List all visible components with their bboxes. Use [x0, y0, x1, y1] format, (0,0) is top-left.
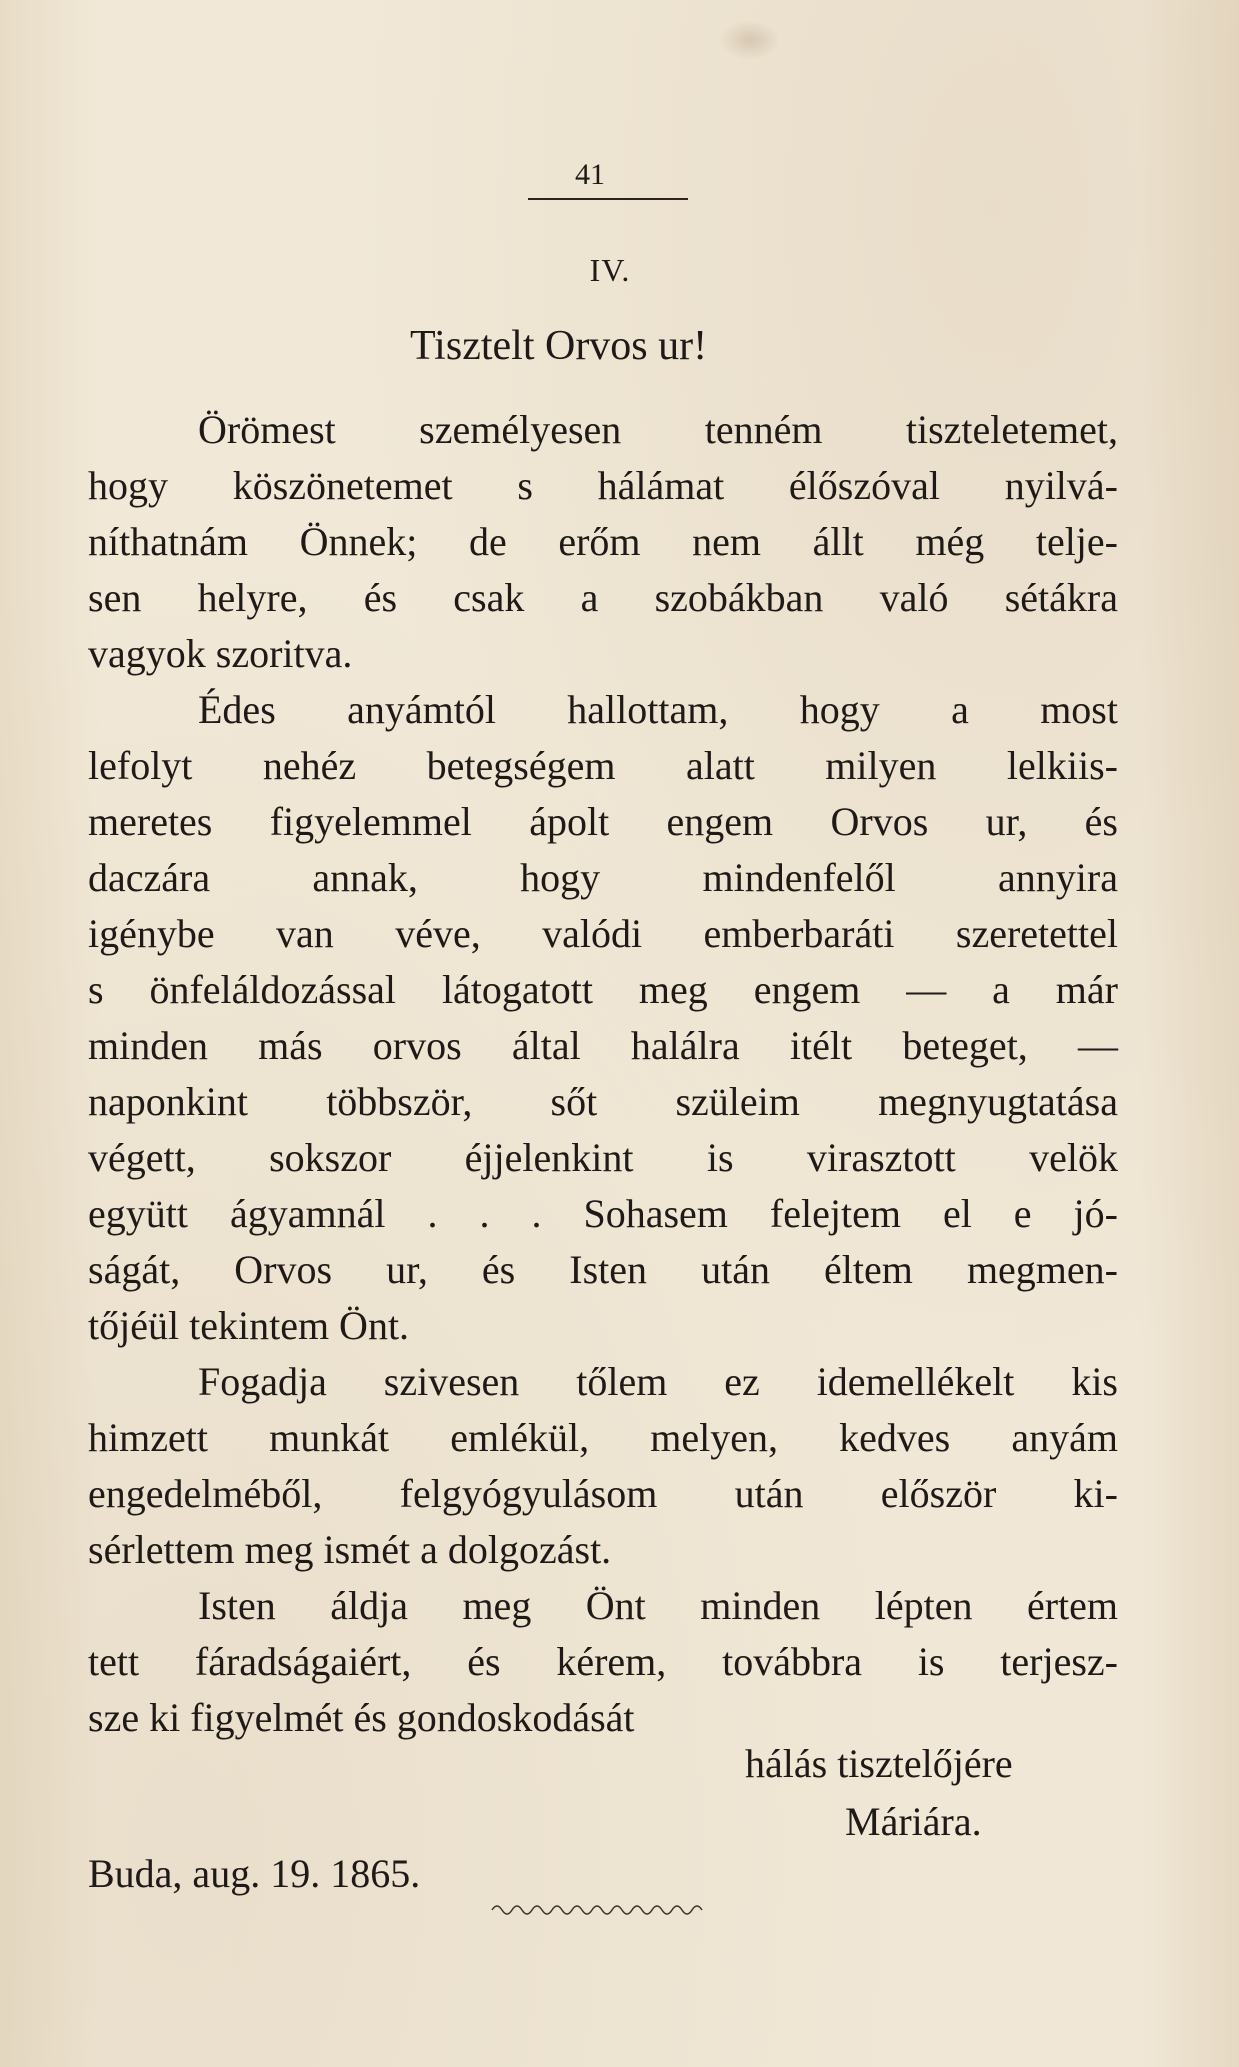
text-line: lefolyt nehéz betegségem alatt milyen lelkiis- — [88, 743, 1118, 788]
text-line: engedelméből, felgyógyulásom után először ki- — [88, 1471, 1118, 1516]
text-line: igénybe van véve, valódi emberbaráti szeretettel — [88, 911, 1118, 956]
text-line: Fogadja szivesen tőlem ez idemellékelt kis — [198, 1359, 1118, 1404]
closing-signature — [745, 1735, 1013, 1851]
salutation: Tisztelt Orvos ur! — [410, 323, 708, 369]
header-rule — [528, 198, 688, 200]
text-line: vagyok szoritva. — [88, 631, 353, 676]
text-line: hogy köszönetemet s hálámat élőszóval nyilvá- — [88, 463, 1118, 508]
text-line: daczára annak, hogy mindenfelől annyira — [88, 855, 1118, 900]
text-line: himzett munkát emlékül, melyen, kedves anyám — [88, 1415, 1118, 1460]
text-line: níthatnám Önnek; de erőm nem állt még telje- — [88, 519, 1118, 564]
paper-stain — [720, 20, 780, 60]
text-line: s önfeláldozással látogatott meg engem — a már — [88, 967, 1118, 1012]
text-line: sze ki figyelmét és gondoskodását — [88, 1695, 635, 1740]
page-number: 41 — [575, 158, 605, 191]
text-line: Édes anyámtól hallottam, hogy a most — [198, 687, 1118, 732]
text-line: végett, sokszor éjjelenkint is virasztott velök — [88, 1135, 1118, 1180]
text-line: Isten áldja meg Önt minden lépten értem — [198, 1583, 1118, 1628]
wavy-ornament-icon — [490, 1898, 710, 1918]
place-date: Buda, aug. 19. 1865. — [88, 1851, 421, 1896]
text-line: sen helyre, és csak a szobákban való sétákra — [88, 575, 1118, 620]
text-line: naponkint többször, sőt szüleim megnyugtatása — [88, 1079, 1118, 1124]
text-line: Örömest személyesen tenném tiszteletemet, — [198, 407, 1118, 452]
text-line: tett fáradságaiért, és kérem, továbbra is terjesz- — [88, 1639, 1118, 1684]
signature-name: Máriára. — [845, 1799, 982, 1844]
text-line: minden más orvos által halálra itélt beteget, — — [88, 1023, 1118, 1068]
text-line: meretes figyelemmel ápolt engem Orvos ur, és — [88, 799, 1118, 844]
text-line: sérlettem meg ismét a dolgozást. — [88, 1527, 612, 1572]
section-numeral: IV. — [589, 252, 631, 288]
closing-line: hálás tisztelőjére — [745, 1741, 1013, 1786]
text-line: együtt ágyamnál . . . Sohasem felejtem el e jó- — [88, 1191, 1118, 1236]
text-line: tőjéül tekintem Önt. — [88, 1303, 410, 1348]
letter-body — [88, 402, 1118, 1746]
text-line: ságát, Orvos ur, és Isten után éltem megmen- — [88, 1247, 1118, 1292]
